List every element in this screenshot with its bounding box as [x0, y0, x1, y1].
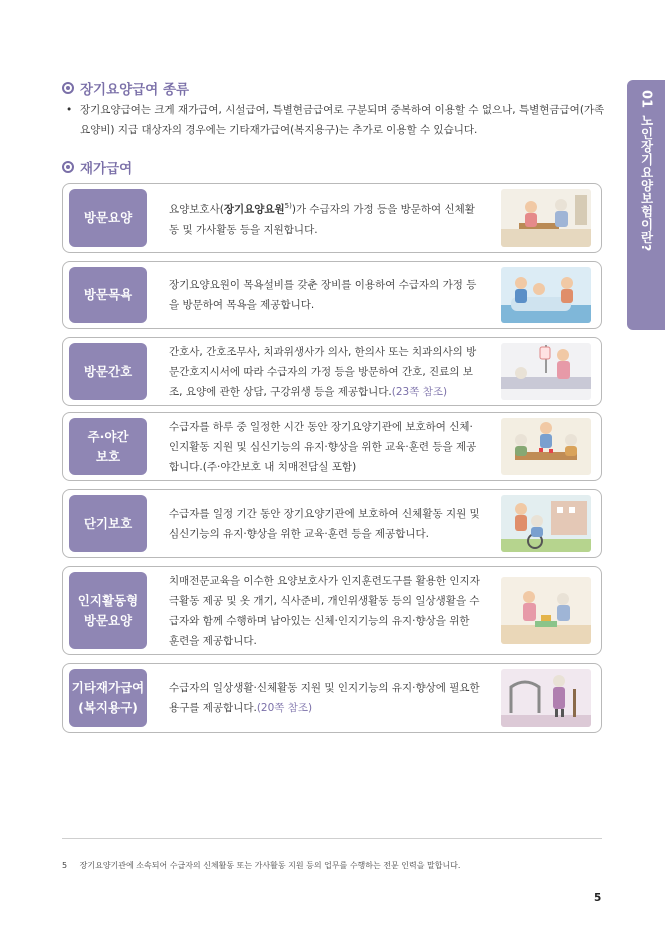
desc-text: 수급자의 일상생활·신체활동 지원 및 인지기능의 유지·향상에 필요한 용구를 제공합니다. — [169, 682, 480, 714]
service-label: 기타재가급여 (복지용구) — [69, 669, 147, 727]
footnote-text: 장기요양기관에 소속되어 수급자의 신체활동 또는 가사활동 지원 등의 업무를 수행하는 전문 인력을 말합니다. — [79, 861, 461, 870]
service-row-day-night-care — [62, 412, 602, 481]
day-care-activity-illustration — [501, 418, 591, 475]
intro-paragraph — [66, 100, 606, 140]
nursing-care-illustration — [501, 343, 591, 400]
service-description — [169, 184, 483, 252]
service-label: 주·야간 보호 — [69, 418, 147, 475]
service-description — [169, 664, 483, 732]
bathing-assistance-illustration — [501, 267, 591, 323]
bullet-dot-icon: • — [66, 104, 73, 116]
service-description — [169, 338, 483, 405]
desc-text: 수급자를 일정 기간 동안 장기요양기관에 보호하여 신체활동 지원 및 심신기능의 유지·향상을 위한 교육·훈련 등을 제공합니다. — [169, 507, 480, 540]
service-label: 인지활동형 방문요양 — [69, 572, 147, 649]
page-reference: (23쪽 참조) — [391, 385, 448, 398]
service-label: 방문목욕 — [69, 267, 147, 323]
walker-assist-illustration — [501, 669, 591, 727]
service-row-home-visit-nursing — [62, 337, 602, 406]
chapter-number: 01 — [638, 90, 654, 109]
section-title-home-care-text: 재가급여 — [80, 161, 133, 177]
section-title-types-text: 장기요양급여 종류 — [80, 82, 190, 98]
desc-text: 장기요양요원이 목욕설비를 갖춘 장비를 이용하여 수급자의 가정 등을 방문하여 목욕을 제공합니다. — [169, 279, 477, 311]
service-label: 단기보호 — [69, 495, 147, 552]
section-title-home-care — [62, 157, 132, 177]
service-row-welfare-equipment — [62, 663, 602, 733]
service-label: 방문간호 — [69, 343, 147, 400]
cognitive-activity-illustration — [501, 577, 591, 644]
service-row-short-term-care — [62, 489, 602, 558]
footnote — [62, 860, 460, 871]
page-reference: (20쪽 참조) — [256, 702, 313, 714]
service-row-cognitive-home-care — [62, 566, 602, 655]
service-description — [169, 413, 483, 480]
section-title-types — [62, 78, 189, 98]
desc-bold-term: 장기요양요원 — [223, 203, 285, 216]
target-bullet-icon — [62, 82, 74, 94]
desc-text: 수급자를 하루 중 일정한 시간 동안 장기요양기관에 보호하여 신체·인지활동 지원 및 심신기능의 유지·향상을 위한 교육·훈련 등을 제공합니다.(주·야간보호 내 치매전담실 포함) — [169, 420, 477, 473]
service-label: 방문요양 — [69, 189, 147, 247]
footnote-number: 5 — [62, 861, 68, 870]
service-row-home-visit-bath — [62, 261, 602, 329]
caregiver-feeding-illustration — [501, 189, 591, 247]
desc-text: 치매전문교육을 이수한 요양보호사가 인지훈련도구를 활용한 인지자극활동 제공 및 옷 개기, 식사준비, 개인위생활동 등의 일상생활을 수급자와 함께 수행하며 남아있는 신체·인지기능의 유지·향상을 위한 훈련을 제공합니다. — [169, 574, 480, 647]
target-bullet-icon — [62, 161, 74, 173]
service-row-home-visit-care — [62, 183, 602, 253]
desc-pre: 요양보호사( — [169, 203, 224, 216]
footnote-divider — [62, 838, 602, 839]
chapter-title: 노인장기요양보험이란? — [639, 114, 654, 252]
page-number: 5 — [594, 892, 602, 904]
chapter-side-tab — [627, 80, 665, 330]
intro-text: 장기요양급여는 크게 재가급여, 시설급여, 특별현금급여로 구분되며 중복하여 이용할 수 없으나, 특별현금급여(가족요양비) 지급 대상자의 경우에는 기타재가급여(복지용구)는 추가로 이용할 수 있습니다. — [80, 104, 605, 136]
desc-text: 간호사, 간호조무사, 치과위생사가 의사, 한의사 또는 치과의사의 방문간호지시서에 따라 수급자의 가정 등을 방문하여 간호, 진료의 보조, 요양에 관한 상담, 구강위생 등을 제공합니다. — [169, 345, 477, 398]
service-description — [169, 262, 483, 328]
desc-post: )가 수급자의 가정 등을 방문하여 신체활동 및 가사활동 등을 지원합니다. — [169, 203, 475, 236]
wheelchair-walk-illustration — [501, 495, 591, 552]
service-description — [169, 567, 483, 654]
service-description — [169, 490, 483, 557]
footnote-marker: 5) — [284, 202, 292, 211]
